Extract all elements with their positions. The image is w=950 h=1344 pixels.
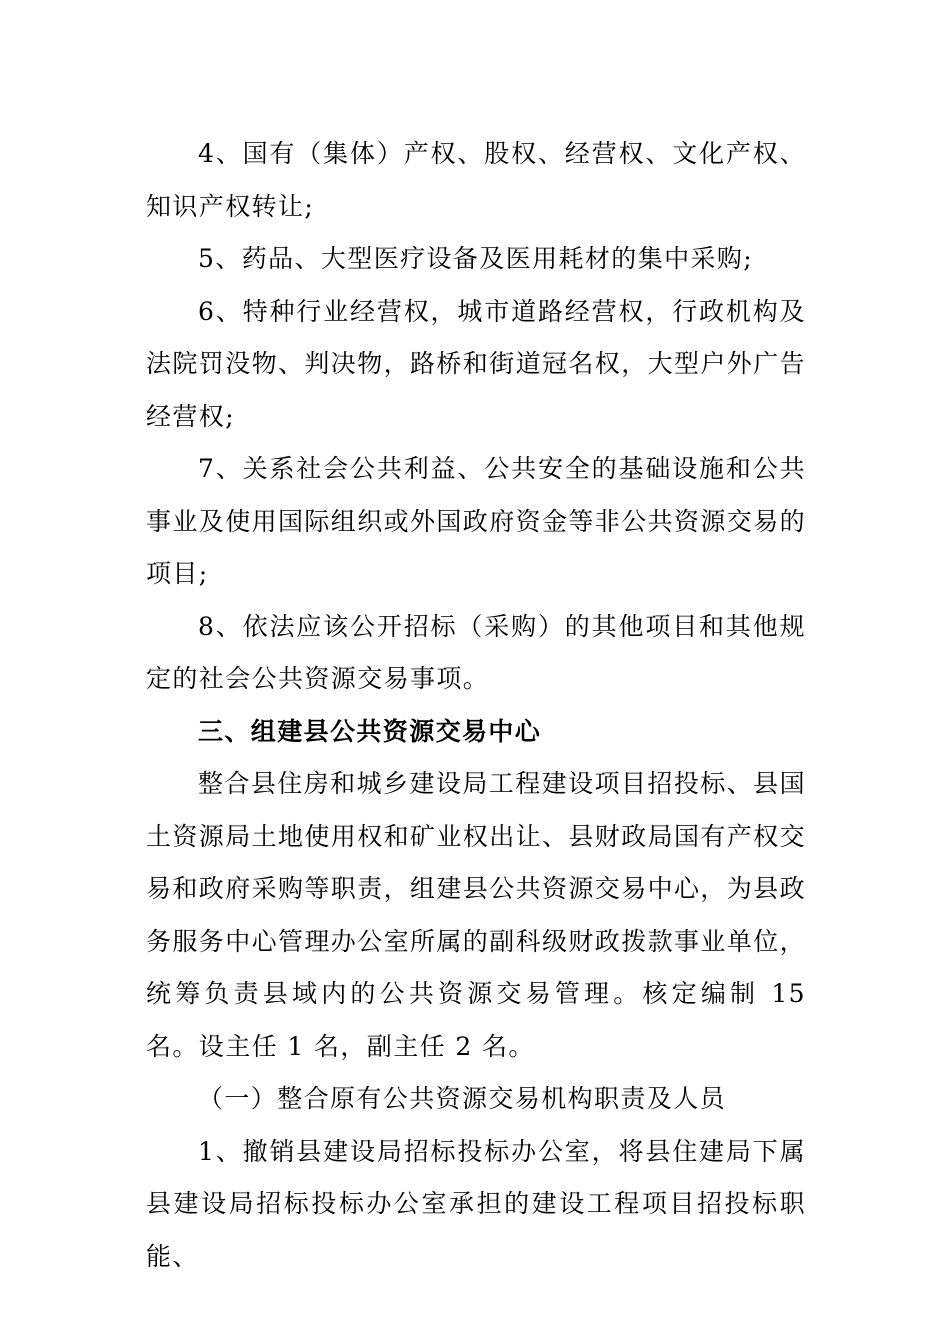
subsection-body-paragraph: 1、撤销县建设局招标投标办公室，将县住建局下属县建设局招标投标办公室承担的建设工程项目招投标职能、 [146, 1136, 806, 1271]
section-body-paragraph: 整合县住房和城乡建设局工程建设项目招投标、县国土资源局土地使用权和矿业权出让、县财政局国有产权交易和政府采购等职责，组建县公共资源交易中心，为县政务服务中心管理办公室所属的副科级财政拨款事业单位，统筹负责县域内的公共资源交易管理。核定编制 15 名。设主任 1 名，副主任 2 名。 [146, 769, 807, 1061]
list-item-8: 8、依法应该公开招标（采购）的其他项目和其他规定的社会公共资源交易事项。 [146, 611, 806, 693]
subsection-heading: （一）整合原有公共资源交易机构职责及人员 [198, 1084, 727, 1113]
section-heading: 三、组建县公共资源交易中心 [198, 716, 542, 746]
list-item-6: 6、特种行业经营权，城市道路经营权，行政机构及法院罚没物、判决物，路桥和街道冠名权，大型户外广告经营权; [146, 296, 807, 431]
document-body [146, 128, 806, 1283]
list-item-7: 7、关系社会公共利益、公共安全的基础设施和公共事业及使用国际组织或外国政府资金等非公共资源交易的项目; [146, 454, 807, 588]
list-item-5: 5、药品、大型医疗设备及医用耗材的集中采购; [198, 244, 754, 273]
list-item-4: 4、国有（集体）产权、股权、经营权、文化产权、知识产权转让; [146, 139, 806, 221]
